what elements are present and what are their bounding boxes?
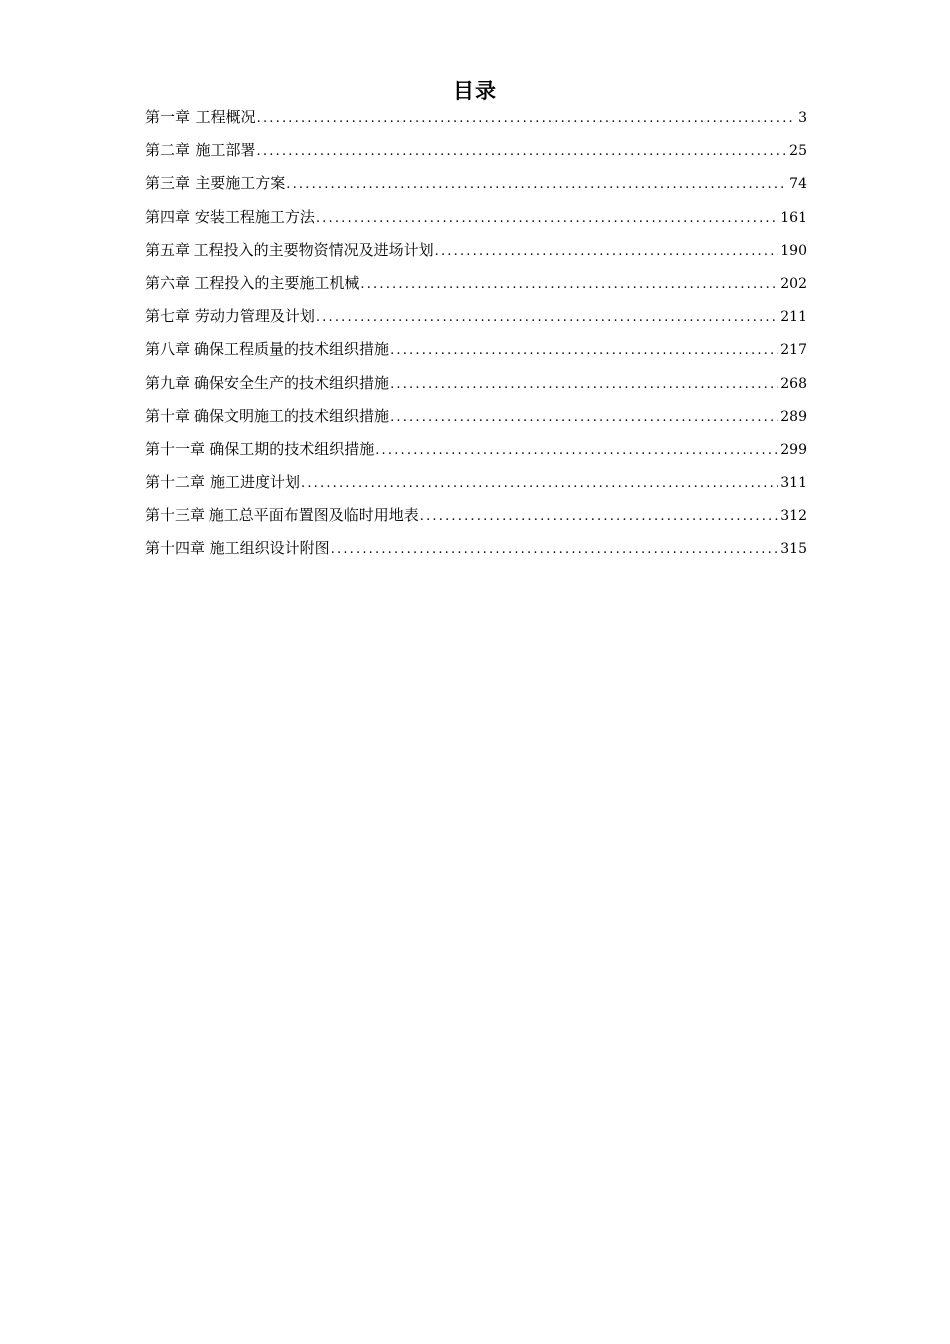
toc-entry-title: 施工总平面布置图及临时用地表 [208,506,419,525]
toc-page-number: 211 [780,309,807,326]
toc-entry[interactable] [145,436,807,469]
toc-page-number: 74 [789,176,807,193]
toc-dot-leader [435,239,779,265]
toc-dot-leader [301,471,778,497]
toc-list [145,104,807,569]
toc-dot-leader [390,372,778,398]
toc-entry-title: 安装工程施工方法 [194,207,315,226]
toc-page-number: 202 [780,275,807,292]
toc-dot-leader [375,438,778,464]
toc-entry-title: 工程概况 [195,108,256,126]
toc-entry-title: 施工组织设计附图 [209,539,330,558]
toc-page-number: 312 [780,508,807,525]
toc-chapter-label: 第十章 [145,406,191,425]
toc-entry-title: 确保文明施工的技术组织措施 [194,406,390,425]
toc-chapter-label: 第十一章 [145,439,206,458]
toc-dot-leader [316,206,778,232]
toc-chapter-label: 第六章 [145,273,191,292]
toc-dot-leader [390,405,778,431]
toc-chapter-label: 第一章 [145,108,191,126]
toc-chapter-label: 第七章 [145,307,191,326]
toc-entry[interactable] [145,535,807,568]
toc-page-number: 289 [780,408,807,425]
toc-entry[interactable] [145,237,807,270]
toc-chapter-label: 第三章 [145,174,191,193]
toc-entry-title: 工程投入的主要施工机械 [194,273,360,292]
toc-chapter-label: 第十二章 [145,473,206,492]
toc-dot-leader [360,272,778,298]
toc-entry[interactable] [145,270,807,303]
toc-entry-title: 主要施工方案 [195,174,286,193]
toc-entry-title: 确保工程质量的技术组织措施 [194,340,390,359]
toc-chapter-label: 第十四章 [145,539,206,558]
toc-page-number: 25 [789,143,807,160]
toc-chapter-label: 第五章 [145,240,191,259]
toc-dot-leader [331,537,779,563]
toc-chapter-label: 第八章 [145,340,191,359]
toc-entry[interactable] [145,502,807,535]
toc-dot-leader [257,139,788,165]
toc-entry-title: 确保工期的技术组织措施 [209,439,375,458]
toc-chapter-label: 第九章 [145,373,191,392]
toc-chapter-label: 第十三章 [145,506,206,525]
toc-entry[interactable] [145,336,807,369]
toc-entry[interactable] [145,303,807,336]
toc-entry[interactable] [145,370,807,403]
toc-entry[interactable] [145,204,807,237]
toc-page-number: 190 [780,242,807,259]
toc-title: 目录 [453,79,497,103]
toc-entry[interactable] [145,137,807,170]
toc-page-number: 299 [780,441,807,458]
toc-page-number: 161 [780,209,807,226]
toc-chapter-label: 第四章 [145,207,191,226]
toc-dot-leader [257,106,796,132]
toc-entry-title: 施工进度计划 [209,473,300,492]
toc-chapter-label: 第二章 [145,141,191,160]
toc-page-number: 311 [780,475,807,492]
toc-entry-title: 确保安全生产的技术组织措施 [194,373,390,392]
toc-dot-leader [316,305,778,331]
toc-entry[interactable] [145,170,807,203]
toc-entry[interactable] [145,403,807,436]
toc-page-number: 3 [798,110,807,126]
toc-page-number: 268 [780,375,807,392]
toc-page-number: 217 [780,342,807,359]
toc-page-number: 315 [780,541,807,558]
toc-dot-leader [390,338,778,364]
toc-entry-title: 工程投入的主要物资情况及进场计划 [193,240,434,259]
toc-dot-leader [286,172,787,198]
toc-entry[interactable] [145,469,807,502]
toc-entry-title: 施工部署 [195,141,256,160]
toc-entry[interactable] [145,104,807,137]
toc-entry-title: 劳动力管理及计划 [194,307,315,326]
toc-dot-leader [420,504,779,530]
